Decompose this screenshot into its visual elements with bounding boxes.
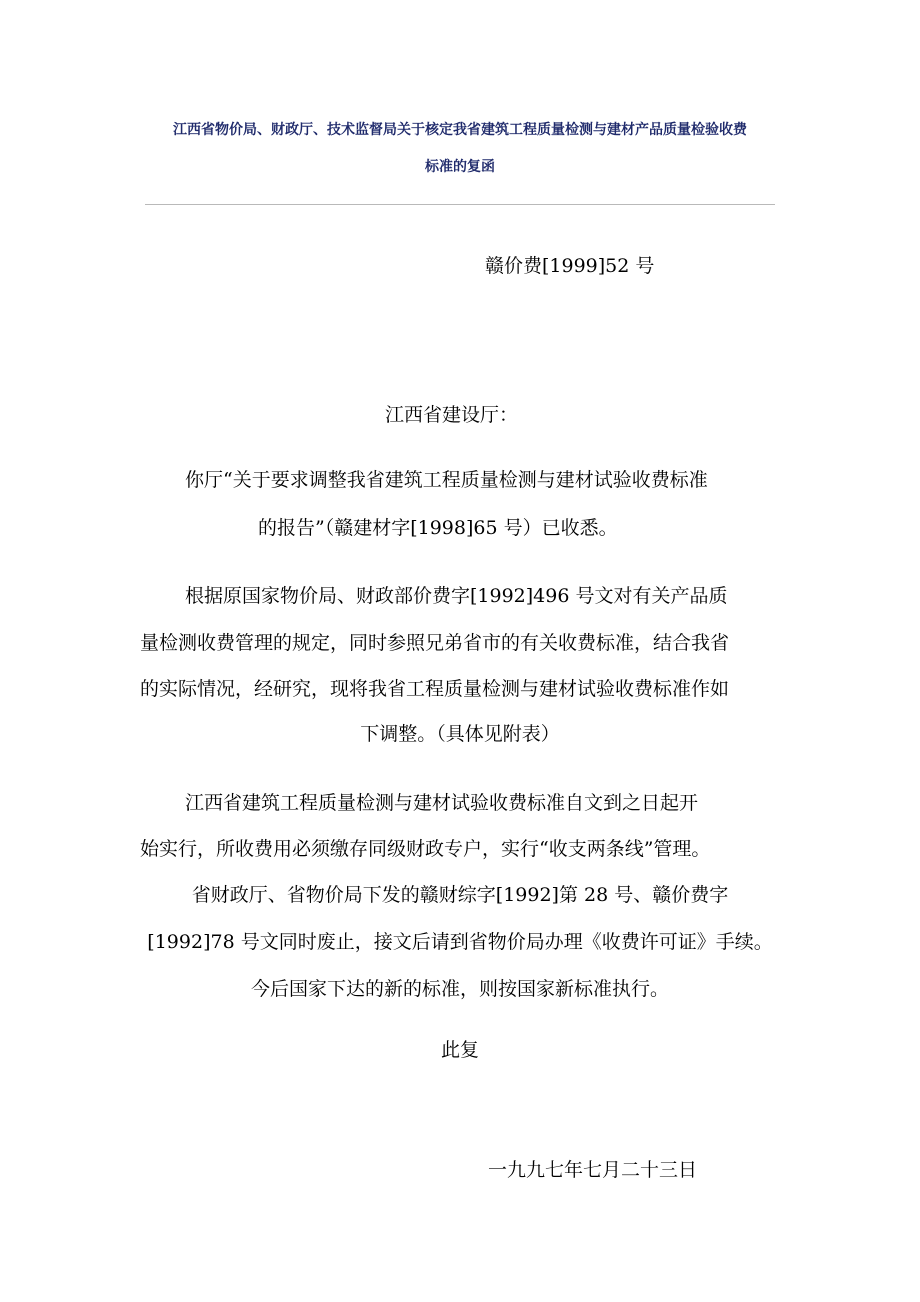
closing-text: 此复 bbox=[440, 1039, 479, 1061]
paragraph-3-line-2: 始实行，所收费用必须缴存同级财政专户，实行“收支两条线”管理。 bbox=[140, 838, 711, 860]
paragraph-1-line-1: 你厅“关于要求调整我省建筑工程质量检测与建材试验收费标准 bbox=[185, 469, 708, 491]
paragraph-3-line-1: 江西省建筑工程质量检测与建材试验收费标准自文到之日起开 bbox=[185, 792, 699, 814]
paragraph-2-line-3: 的实际情况，经研究，现将我省工程质量检测与建材试验收费标准作如 bbox=[140, 678, 730, 700]
paragraph-3-line-3: 省财政厅、省物价局下发的赣财综字[1992]第 28 号、赣价费字 bbox=[191, 884, 729, 906]
document-number: 赣价费[1999]52 号 bbox=[485, 255, 655, 277]
addressee: 江西省建设厅： bbox=[385, 404, 519, 426]
paragraph-3-line-4: [1992]78 号文同时废止，接文后请到省物价局办理《收费许可证》手续。 bbox=[147, 931, 773, 953]
paragraph-2-line-4: 下调整。（具体见附表） bbox=[360, 723, 560, 745]
paragraph-2-line-2: 量检测收费管理的规定，同时参照兄弟省市的有关收费标准，结合我省 bbox=[140, 632, 730, 654]
paragraph-3-line-5: 今后国家下达的新的标准，则按国家新标准执行。 bbox=[250, 978, 669, 1000]
document-title-line-1: 江西省物价局、财政厅、技术监督局关于核定我省建筑工程质量检测与建材产品质量检验收费 bbox=[173, 122, 747, 138]
document-title-line-2: 标准的复函 bbox=[425, 159, 495, 175]
title-divider bbox=[145, 204, 775, 205]
paragraph-1-line-2: 的报告”（赣建材字[1998]65 号）已收悉。 bbox=[258, 517, 618, 539]
paragraph-2-line-1: 根据原国家物价局、财政部价费字[1992]496 号文对有关产品质 bbox=[185, 585, 728, 607]
document-date: 一九九七年七月二十三日 bbox=[488, 1159, 698, 1181]
